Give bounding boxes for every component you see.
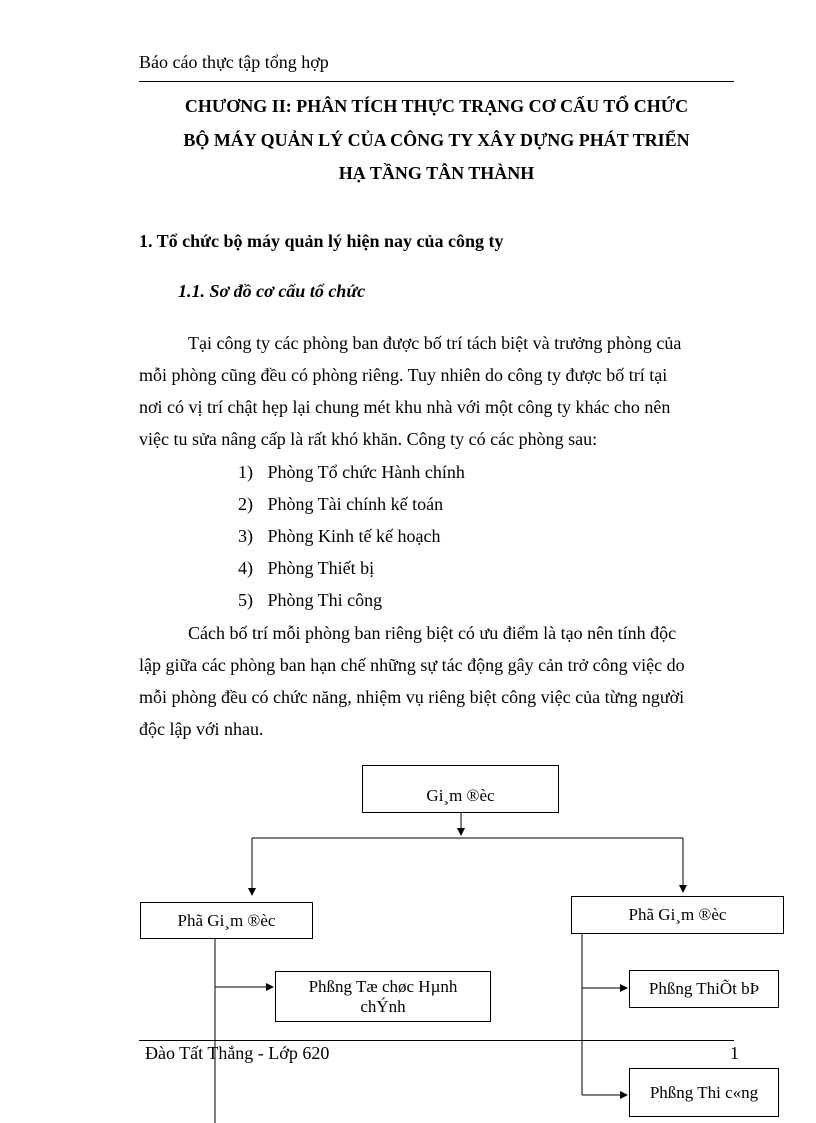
paragraph-line: mỗi phòng cũng đều có phòng riêng. Tuy nhiên do công ty được bố trí tại	[139, 365, 668, 385]
org-box-label: Phßng Thi c«ng	[649, 1082, 759, 1102]
list-item: 5) Phòng Thi công	[238, 590, 383, 610]
paragraph-line: nơi có vị trí chật hẹp lại chung mét khu nhà với một công ty khác cho nên	[139, 397, 671, 417]
page-number: 1	[730, 1043, 739, 1063]
org-box-deputy-left	[140, 902, 313, 939]
list-item: 2) Phòng Tài chính kế toán	[238, 494, 444, 514]
footer-author: Đào Tất Thắng - Lớp 620	[145, 1043, 330, 1063]
list-item: 4) Phòng Thiết bị	[238, 558, 375, 578]
section-heading: 1. Tổ chức bộ máy quản lý hiện nay của công ty	[139, 231, 504, 251]
org-box-label: Phßng ThiÕt bÞ	[648, 979, 760, 998]
paragraph-line: mỗi phòng đều có chức năng, nhiệm vụ riêng biệt công việc của từng người	[139, 687, 685, 707]
paragraph-line: Tại công ty các phòng ban được bố trí tách biệt và trưởng phòng của	[188, 333, 682, 353]
paragraph-line: độc lập với nhau.	[139, 719, 264, 739]
org-box-dept-admin	[275, 971, 491, 1022]
chapter-title-line-3: HẠ TẦNG TÂN THÀNH	[338, 163, 535, 183]
org-box-label: Phßng Tæ chøc Hµnh	[308, 976, 458, 996]
org-box-director	[362, 765, 559, 813]
subsection-heading: 1.1. Sơ đồ cơ cấu tổ chức	[178, 281, 366, 301]
list-item: 3) Phòng Kinh tế kế hoạch	[238, 526, 441, 546]
page-header: Báo cáo thực tập tổng hợp	[139, 52, 329, 72]
paragraph-line: việc tu sửa nâng cấp là rất khó khăn. Công ty có các phòng sau:	[139, 429, 598, 449]
paragraph-line: Cách bố trí mỗi phòng ban riêng biệt có ưu điểm là tạo nên tính độc	[188, 623, 677, 643]
org-box-label: Phã Gi¸m ®èc	[628, 905, 727, 924]
org-box-deputy-right	[571, 896, 784, 934]
chapter-title-line-1: CHƯƠNG II: PHÂN TÍCH THỰC TRẠNG CƠ CẤU TỔ CHỨC	[184, 96, 689, 116]
list-item: 1) Phòng Tổ chức Hành chính	[238, 462, 465, 482]
org-box-label: chÝnh	[360, 996, 406, 1016]
chapter-title-line-2: BỘ MÁY QUẢN LÝ CỦA CÔNG TY XÂY DỰNG PHÁT TRIỂN	[183, 130, 690, 150]
org-box-dept-equipment	[629, 970, 779, 1008]
org-box-label: Phã Gi¸m ®èc	[177, 910, 276, 930]
paragraph-line: lập giữa các phòng ban hạn chế những sự tác động gây cản trở công việc do	[139, 655, 685, 675]
org-box-label: Gi¸m ®èc	[426, 786, 495, 805]
footer-rule	[139, 1040, 734, 1041]
org-box-dept-construction	[629, 1068, 779, 1117]
